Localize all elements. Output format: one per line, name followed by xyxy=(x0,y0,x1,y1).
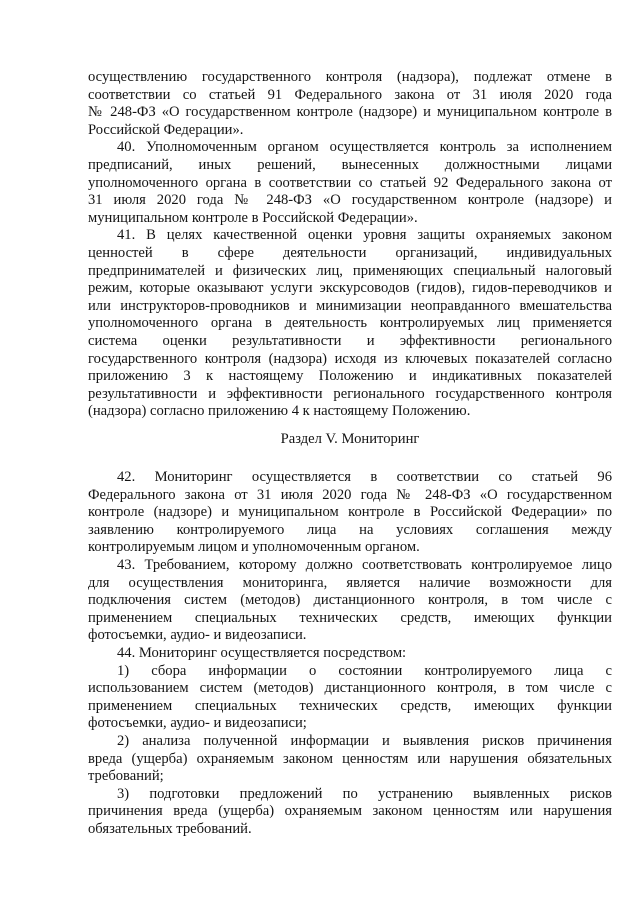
text-line: муниципальном контроле в Российской Федерации». xyxy=(88,209,418,226)
text-line: 3) подготовки предложений по устранению выявленных рисков xyxy=(117,785,612,802)
text-line: 1) сбора информации о состоянии контролируемого лица с xyxy=(117,662,612,679)
text-line: Российской Федерации». xyxy=(88,121,244,138)
subitem-1 xyxy=(88,663,612,733)
text-line: система оценки результативности и эффективности регионального xyxy=(88,332,612,349)
text-line: применением специальных технических средств, имеющих функции xyxy=(88,609,612,626)
text-line: 44. Мониторинг осуществляется посредством: xyxy=(117,645,407,661)
paragraph-continuation xyxy=(88,69,612,139)
text-line: (надзора) согласно приложению 4 к настоящему Положению. xyxy=(88,403,471,420)
text-line: результативности и эффективности регионального государственного контроля xyxy=(88,385,612,402)
text-line: 41. В целях качественной оценки уровня защиты охраняемых законом xyxy=(117,227,612,244)
paragraph-41 xyxy=(88,227,612,421)
paragraph-42 xyxy=(88,469,612,557)
text-line: приложению 3 к настоящему Положению и индикативных показателей xyxy=(88,368,612,385)
text-line: 40. Уполномоченным органом осуществляется контроль за исполнением xyxy=(117,139,612,156)
text-line: вреда (ущерба) охраняемым законом ценностям или нарушения обязательных xyxy=(88,750,612,767)
text-line: контролируемым лицом и уполномоченным органом. xyxy=(88,539,420,556)
text-line: контроле (надзоре) и муниципальном контроле в Российской Федерации» по xyxy=(88,504,612,521)
text-line: ценностей в сфере деятельности организаций, индивидуальных xyxy=(88,244,612,261)
text-line: требований; xyxy=(88,768,164,785)
text-line: предпринимателей и физических лиц, применяющих специальный налоговый xyxy=(88,262,612,279)
text-line: использованием систем (методов) дистанционного контроля, в том числе с xyxy=(88,680,612,697)
text-line: соответствии со статьей 91 Федерального закона от 31 июля 2020 года xyxy=(88,86,612,103)
text-line: 2) анализа полученной информации и выявления рисков причинения xyxy=(117,732,612,749)
paragraph-43 xyxy=(88,557,612,645)
text-line: уполномоченного органа в соответствии со статьей 92 Федерального закона от xyxy=(88,174,612,191)
text-line: фотосъемки, аудио- и видеозаписи. xyxy=(88,627,307,644)
text-line: осуществлению государственного контроля (надзора), подлежат отмене в xyxy=(88,69,612,85)
text-line: подключения систем (методов) дистанционного контроля, в том числе с xyxy=(88,592,612,609)
text-line: предписаний, иных решений, вынесенных должностными лицами xyxy=(88,156,612,173)
paragraph-40 xyxy=(88,139,612,227)
text-line: или инструкторов-проводников и минимизации неоправданного вмешательства xyxy=(88,297,612,314)
subitem-3 xyxy=(88,786,612,839)
subitem-2 xyxy=(88,733,612,786)
text-line: фотосъемки, аудио- и видеозаписи; xyxy=(88,715,307,732)
text-line: применением специальных технических средств, имеющих функции xyxy=(88,697,612,714)
document-body xyxy=(88,69,612,839)
text-line: государственного контроля (надзора) исходя из ключевых показателей согласно xyxy=(88,350,612,367)
text-line: уполномоченного органа в деятельность контролируемых лиц применяется xyxy=(88,315,612,332)
text-line: Федерального закона от 31 июля 2020 года № 248-ФЗ «О государственном xyxy=(88,486,612,503)
section-heading: Раздел V. Мониторинг xyxy=(280,430,420,447)
text-line: режим, которые оказывают услуги экскурсоводов (гидов), гидов-переводчиков и xyxy=(88,280,612,297)
text-line: причинения вреда (ущерба) охраняемым законом ценностям или нарушения xyxy=(88,803,612,820)
text-line: 43. Требованием, которому должно соответствовать контролируемое лицо xyxy=(117,557,612,574)
text-line: обязательных требований. xyxy=(88,820,252,837)
text-line: 31 июля 2020 года № 248-ФЗ «О государственном контроле (надзоре) и xyxy=(88,192,612,209)
paragraph-44 xyxy=(88,645,612,663)
text-line: заявлению контролируемого лица на условиях соглашения между xyxy=(88,521,612,538)
text-line: для осуществления мониторинга, является наличие возможности для xyxy=(88,574,612,591)
text-line: № 248-ФЗ «О государственном контроле (надзоре) и муниципальном контроле в xyxy=(88,104,612,121)
text-line: 42. Мониторинг осуществляется в соответствии со статьей 96 xyxy=(117,469,612,486)
